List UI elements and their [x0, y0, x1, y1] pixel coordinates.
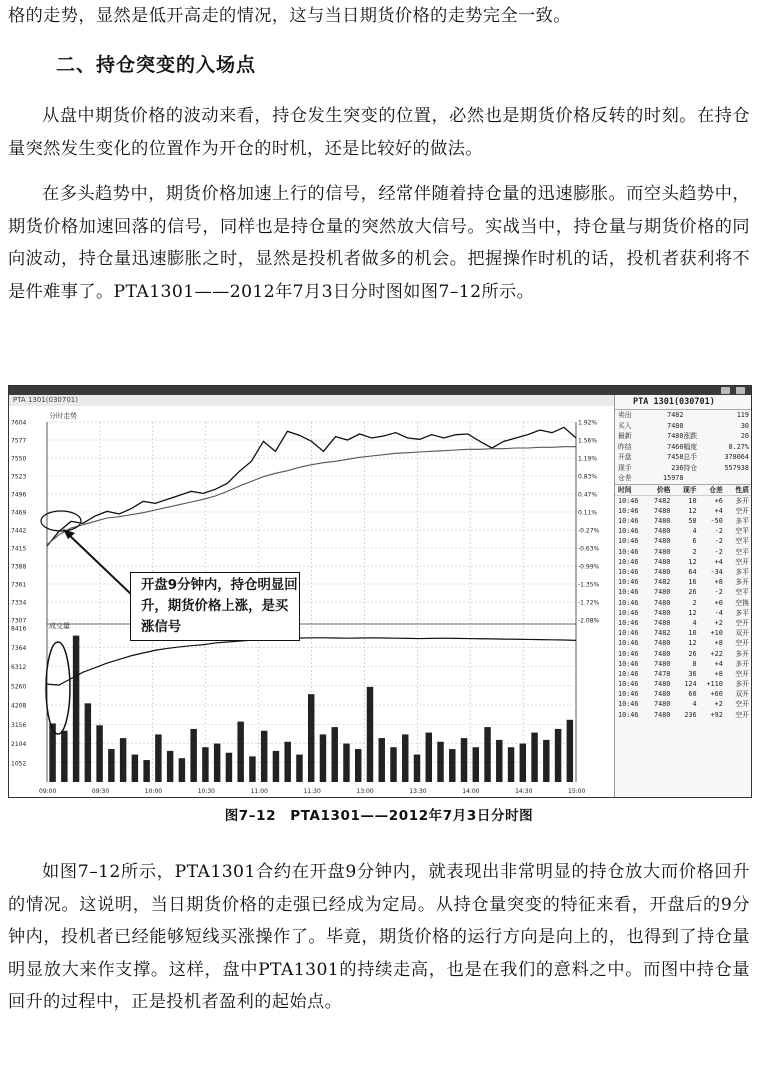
volume-bar — [96, 725, 102, 782]
volume-bar — [484, 727, 490, 782]
trade-cell: 多平 — [735, 608, 750, 617]
trade-cell: 60 — [688, 690, 697, 699]
trade-cell: 10:46 — [618, 710, 639, 719]
volume-bar — [367, 687, 373, 782]
trade-cell: 2 — [692, 598, 697, 607]
quote-cell: 持仓 — [683, 463, 698, 472]
intro-paragraph: 格的走势，显然是低开高走的情况，这与当日期货价格的走势完全一致。 — [8, 6, 571, 26]
trade-cell: 10:46 — [618, 680, 639, 689]
trade-row — [615, 526, 752, 536]
trade-cell: 空平 — [735, 588, 750, 597]
pct-tick-label: -0.99% — [578, 563, 600, 571]
trade-cell: 12 — [688, 506, 697, 515]
volume-bar — [496, 740, 502, 782]
volume-bar — [555, 729, 561, 782]
trade-cell: -2 — [714, 537, 723, 546]
trade-cell: 10:46 — [618, 557, 639, 566]
volume-bar — [155, 734, 161, 782]
quote-cell: 557938 — [724, 463, 749, 472]
volume-bar — [179, 758, 185, 782]
quote-cell: 仓差 — [618, 474, 632, 482]
chart-area — [9, 406, 614, 797]
volume-bar — [449, 749, 455, 782]
chart-subtitle: PTA 1301(030701) — [13, 396, 78, 404]
trade-cell: 7480 — [654, 618, 671, 627]
trade-cell: 8 — [692, 659, 697, 668]
trade-cell: 7480 — [654, 588, 671, 597]
trade-cell: -4 — [714, 608, 723, 617]
trade-cell: +2 — [714, 700, 723, 709]
y-tick-label: 7334 — [11, 599, 27, 607]
quote-panel — [614, 395, 752, 797]
quote-row — [615, 431, 752, 442]
trade-cell: 10:46 — [618, 690, 639, 699]
volume-bar — [190, 729, 196, 782]
volume-bar — [202, 747, 208, 782]
trade-cell: 空平 — [735, 527, 750, 536]
trade-cell: 7482 — [654, 629, 671, 638]
trade-cell: 10:46 — [618, 639, 639, 648]
trade-row — [615, 659, 752, 669]
volume-bar — [296, 755, 302, 782]
trade-row — [615, 649, 752, 659]
volume-bar — [167, 751, 173, 782]
volume-bar — [73, 636, 79, 782]
quote-row — [615, 463, 752, 474]
volume-bar — [226, 753, 232, 782]
x-tick-label: 09:30 — [91, 788, 110, 795]
trade-cell: 4 — [692, 618, 697, 627]
trade-row — [615, 587, 752, 597]
chart-header: 分时走势 — [49, 412, 77, 420]
callout-box: 开盘9分钟内，持仓明显回升，期货价格上涨，是买涨信号 — [130, 572, 300, 641]
trade-cell: 7480 — [654, 639, 671, 648]
x-tick-label: 11:00 — [250, 788, 268, 795]
volume-bar — [531, 733, 537, 782]
volume-bar — [414, 755, 420, 782]
trade-cell: +4 — [714, 659, 723, 668]
trade-cell: 10:46 — [618, 598, 639, 607]
trade-cell: 6 — [692, 537, 697, 546]
volume-tick-label: 3156 — [11, 721, 27, 729]
trade-cell: 7480 — [654, 568, 671, 576]
pct-tick-label: 0.11% — [578, 509, 598, 517]
body-paragraph-1: 从盘中期货价格的波动来看，持仓发生突变的位置，必然也是期货价格反转的时刻。在持仓量突然发生变化的位置作为开仓的时机，还是比较好的做法。 — [8, 106, 750, 159]
volume-bar — [273, 751, 279, 782]
volume-tick-label: 7364 — [11, 644, 27, 652]
trade-cell: 12 — [688, 608, 697, 617]
quote-cell — [684, 421, 717, 432]
trade-header-cell: 价格 — [656, 485, 671, 494]
trade-cell: +60 — [710, 690, 723, 699]
trade-cell: 多开 — [735, 680, 750, 689]
volume-bar — [520, 744, 526, 782]
trade-cell: 双开 — [735, 690, 750, 699]
body-paragraph-2: 在多头趋势中，期货价格加速上行的信号，经常伴随着持仓量的迅速膨胀。而空头趋势中，期货价格加速回落的信号，同样也是持仓量的突然放大信号。实战当中，持仓量与期货价格的同向波动，持仓量迅速膨胀之时，显然是投机者做多的机会。把握操作时机的话，投机者获利将不是件难事了。PTA1301——2012年7月3日分时图如图7–12所示。 — [8, 184, 750, 302]
trade-header-cell: 时间 — [618, 485, 632, 494]
trade-cell: 10:46 — [618, 618, 639, 627]
trade-cell: 10:46 — [618, 547, 639, 556]
trade-cell: 多开 — [735, 496, 750, 505]
trade-cell: 12 — [688, 557, 697, 566]
trade-cell: +110 — [706, 680, 723, 689]
trade-cell: +6 — [714, 496, 723, 505]
volume-tick-label: 1052 — [11, 760, 27, 768]
volume-bar — [308, 694, 314, 782]
pct-tick-label: -1.35% — [578, 581, 600, 589]
quote-cell: 昨结 — [618, 442, 632, 451]
trade-cell: +2 — [714, 618, 723, 627]
trade-row — [615, 679, 752, 689]
trade-cell: 7478 — [654, 669, 671, 678]
trade-cell: 7480 — [654, 506, 671, 515]
x-tick-label: 14:30 — [515, 788, 533, 795]
volume-bar — [108, 749, 114, 782]
trade-cell: 10:46 — [618, 669, 639, 678]
trade-cell: 10:46 — [618, 700, 639, 709]
trade-row — [615, 547, 752, 557]
quote-cell: 7482 — [667, 411, 684, 419]
pct-tick-label: -0.27% — [578, 527, 600, 535]
x-tick-label: 10:00 — [144, 788, 163, 795]
y-tick-label: 7523 — [11, 473, 27, 481]
y-tick-label: 7415 — [11, 545, 27, 553]
quote-row — [615, 442, 752, 453]
trade-cell: 空开 — [735, 669, 750, 678]
volume-bar — [379, 738, 385, 782]
trade-cell: 10:46 — [618, 649, 639, 658]
quote-row — [615, 452, 752, 463]
quote-cell: 买入 — [618, 421, 632, 430]
trade-cell: 58 — [688, 517, 697, 526]
pct-tick-label: 1.56% — [578, 437, 598, 445]
x-tick-label: 09:00 — [39, 788, 57, 795]
trade-cell: 7480 — [654, 659, 671, 668]
trade-cell: 4 — [692, 700, 697, 709]
trade-cell: +8 — [714, 578, 723, 587]
y-tick-label: 7307 — [11, 617, 27, 625]
trade-cell: 空开 — [735, 710, 750, 719]
trade-cell: +8 — [714, 669, 723, 678]
trade-cell: 7480 — [654, 537, 671, 546]
trade-cell: +92 — [710, 710, 723, 719]
volume-bar — [508, 747, 514, 782]
quote-cell: 开盘 — [618, 453, 632, 461]
quote-cell: 30 — [740, 421, 749, 430]
trade-cell: 空开 — [735, 506, 750, 515]
trade-cell: 空开 — [735, 639, 750, 648]
trade-cell: 16 — [688, 578, 697, 587]
trade-cell: +22 — [710, 649, 723, 658]
trade-cell: 空换 — [735, 598, 750, 607]
volume-bar — [473, 747, 479, 782]
trade-cell: 10:46 — [618, 578, 639, 587]
volume-bar — [543, 740, 549, 782]
figure-screenshot — [8, 385, 752, 798]
quote-cell: 7480 — [667, 432, 684, 440]
minimize-icon — [721, 387, 730, 394]
pct-tick-label: -2.08% — [578, 617, 600, 625]
trade-cell: 10 — [688, 629, 697, 638]
trade-cell: 多平 — [735, 517, 750, 526]
trade-cell: 空开 — [735, 618, 750, 627]
trade-row — [615, 496, 752, 506]
trade-cell: 26 — [688, 588, 697, 597]
pct-tick-label: 1.92% — [578, 419, 598, 427]
quote-cell — [684, 410, 717, 421]
trade-header-cell: 性质 — [735, 485, 750, 494]
volume-bar — [249, 756, 255, 782]
volume-tick-label: 5260 — [11, 683, 27, 691]
trade-cell: 7480 — [654, 598, 671, 607]
trade-cell: 双开 — [735, 629, 750, 638]
trade-header-cell: 现手 — [683, 485, 697, 494]
volume-tick-label: 4208 — [11, 702, 27, 710]
quote-cell: 236 — [671, 463, 684, 472]
figure-caption: 图7–12 PTA1301——2012年7月3日分时图 — [224, 808, 534, 824]
trade-row — [615, 516, 752, 526]
quote-cell: 最新 — [618, 432, 632, 440]
volume-bar — [132, 755, 138, 782]
trade-row — [615, 699, 752, 709]
volume-bar — [390, 747, 396, 782]
volume-bar — [331, 727, 337, 782]
trade-cell: 10 — [688, 496, 697, 505]
quote-cell: 20 — [740, 432, 749, 440]
body-paragraph-3: 如图7–12所示，PTA1301合约在开盘9分钟内，就表现出非常明显的持仓放大而价格回升的情况。这说明，当日期货价格的走强已经成为定局。从持仓量突变的特征来看，开盘后的9分钟内，投机者已经能够短线买涨操作了。毕竟，期货价格的运行方向是向上的，也得到了持仓量明显放大来作支撑。这样，盘中PTA1301的持续走高，也是在我们的意料之中。而图中持仓量回升的过程中，正是投机者盈利的起始点。 — [8, 862, 750, 1013]
window-titlebar — [9, 386, 751, 395]
trade-cell: -34 — [710, 568, 723, 576]
volume-tick-label: 8416 — [11, 625, 27, 633]
quote-cell: 7480 — [667, 421, 684, 430]
y-tick-label: 7469 — [11, 509, 27, 517]
trade-row — [615, 567, 752, 577]
y-tick-label: 7550 — [11, 455, 27, 463]
trade-cell: +8 — [714, 639, 723, 648]
volume-bar — [143, 760, 149, 782]
trade-row — [615, 710, 752, 720]
trade-cell: 10:46 — [618, 517, 639, 526]
volume-bar — [355, 749, 361, 782]
trade-cell: 多开 — [735, 659, 750, 668]
trade-cell: 2 — [692, 547, 697, 556]
x-tick-label: 13:30 — [409, 788, 427, 795]
volume-bar — [237, 722, 243, 782]
quote-cell: 幅度 — [683, 442, 698, 451]
y-tick-label: 7442 — [11, 527, 27, 535]
y-tick-label: 7496 — [11, 491, 27, 499]
volume-bar — [61, 731, 67, 782]
trade-row — [615, 506, 752, 516]
trade-cell: 7480 — [654, 608, 671, 617]
trade-cell: 多开 — [735, 578, 750, 587]
trade-cell: -2 — [714, 588, 723, 597]
quote-cell: 7460 — [667, 442, 684, 451]
trade-cell: 空平 — [735, 537, 750, 546]
quote-cell: 卖出 — [618, 411, 632, 419]
trade-row — [615, 598, 752, 608]
trade-cell: 10:46 — [618, 506, 639, 515]
quote-cell — [716, 473, 749, 484]
volume-bar — [320, 734, 326, 782]
chart-subtitle-bar — [9, 395, 614, 406]
volume-bar — [284, 742, 290, 782]
x-tick-label: 11:30 — [303, 788, 321, 795]
trade-table — [615, 496, 752, 720]
trade-cell: 7480 — [654, 527, 671, 536]
trade-cell: 36 — [688, 669, 697, 678]
trade-cell: 多开 — [735, 649, 750, 658]
trade-cell: 7480 — [654, 517, 671, 526]
trade-cell: 4 — [692, 527, 697, 536]
x-tick-label: 15:00 — [568, 788, 586, 795]
trade-cell: 12 — [688, 639, 697, 648]
trade-cell: +10 — [710, 629, 723, 638]
trade-cell: 7480 — [654, 547, 671, 556]
y-tick-label: 7361 — [11, 581, 27, 589]
trade-cell: 7480 — [654, 710, 671, 719]
trade-cell: 10:46 — [618, 659, 639, 668]
trade-cell: +4 — [714, 557, 723, 566]
volume-bar — [261, 731, 267, 782]
pct-tick-label: 0.83% — [578, 473, 598, 481]
quote-cell: 7458 — [667, 453, 684, 461]
trade-cell: +0 — [714, 598, 723, 607]
quote-cell — [684, 473, 717, 484]
quote-cell: 378064 — [724, 453, 749, 461]
volume-bar — [120, 738, 126, 782]
trade-cell: 10:46 — [618, 588, 639, 597]
trade-cell: -2 — [714, 527, 723, 536]
y-tick-label: 7577 — [11, 437, 27, 445]
quote-cell: 涨跌 — [683, 432, 698, 440]
trade-cell: 10:46 — [618, 527, 639, 536]
volume-bar — [402, 734, 408, 782]
pct-tick-label: 0.47% — [578, 491, 598, 499]
trade-cell: 64 — [688, 568, 697, 576]
trade-cell: 10:46 — [618, 568, 639, 576]
trade-cell: -2 — [714, 547, 723, 556]
trade-cell: 10:46 — [618, 537, 639, 546]
trade-cell: 空开 — [735, 700, 750, 709]
trade-row — [615, 628, 752, 638]
trade-cell: 10:46 — [618, 629, 639, 638]
volume-bar — [461, 738, 467, 782]
x-tick-label: 10:30 — [197, 788, 215, 795]
pct-tick-label: -0.63% — [578, 545, 600, 553]
trade-cell: 124 — [684, 680, 697, 689]
trade-cell: 7480 — [654, 680, 671, 689]
trade-cell: 7482 — [654, 496, 671, 505]
trade-row — [615, 669, 752, 679]
trade-cell: 7480 — [654, 700, 671, 709]
trade-cell: 10:46 — [618, 496, 639, 505]
trade-row — [615, 638, 752, 648]
quote-cell: 15978 — [663, 474, 684, 482]
trade-cell: 236 — [684, 710, 697, 719]
trade-cell: 26 — [688, 649, 697, 658]
trade-row — [615, 577, 752, 587]
y-tick-label: 7388 — [11, 563, 27, 571]
volume-tick-label: 2104 — [11, 741, 27, 748]
volume-bar — [214, 744, 220, 782]
trade-cell: 空平 — [735, 547, 750, 556]
volume-bar — [437, 742, 443, 782]
trade-cell: +4 — [714, 506, 723, 515]
quote-row — [615, 473, 752, 484]
volume-bar — [567, 720, 573, 782]
trade-table-header — [615, 484, 752, 496]
volume-header: 成交量 — [49, 622, 70, 630]
trade-row — [615, 689, 752, 699]
quote-row — [615, 410, 752, 421]
quote-cell: 0.27% — [728, 442, 749, 451]
pct-tick-label: -1.72% — [578, 599, 600, 607]
trade-header-cell: 仓差 — [709, 485, 723, 494]
quote-cell: 119 — [736, 411, 749, 419]
trade-row — [615, 608, 752, 618]
quote-list — [615, 410, 752, 484]
y-tick-label: 7604 — [11, 419, 27, 427]
trade-row — [615, 536, 752, 546]
quote-cell: 总手 — [683, 453, 698, 461]
close-icon — [736, 387, 745, 394]
pct-tick-label: 1.19% — [578, 455, 598, 463]
quote-cell: 现手 — [618, 463, 632, 472]
intraday-chart — [9, 406, 614, 797]
section-heading: 二、持仓突变的入场点 — [56, 54, 257, 76]
trade-cell: 空开 — [735, 557, 750, 566]
quote-panel-title: PTA 1301(030701) — [615, 395, 752, 410]
volume-bar — [426, 733, 432, 782]
trade-row — [615, 557, 752, 567]
x-tick-label: 14:00 — [462, 788, 480, 795]
volume-tick-label: 6312 — [11, 664, 27, 671]
x-tick-label: 13:00 — [356, 788, 374, 795]
trade-cell: 7480 — [654, 690, 671, 699]
trade-cell: 7482 — [654, 578, 671, 587]
trade-cell: 7480 — [654, 557, 671, 566]
trade-cell: 10:46 — [618, 608, 639, 617]
trade-cell: -50 — [710, 517, 723, 526]
trade-row — [615, 618, 752, 628]
volume-bar — [85, 703, 91, 782]
trade-cell: 多平 — [735, 568, 750, 576]
trade-cell: 7480 — [654, 649, 671, 658]
quote-row — [615, 421, 752, 432]
volume-bar — [343, 744, 349, 782]
